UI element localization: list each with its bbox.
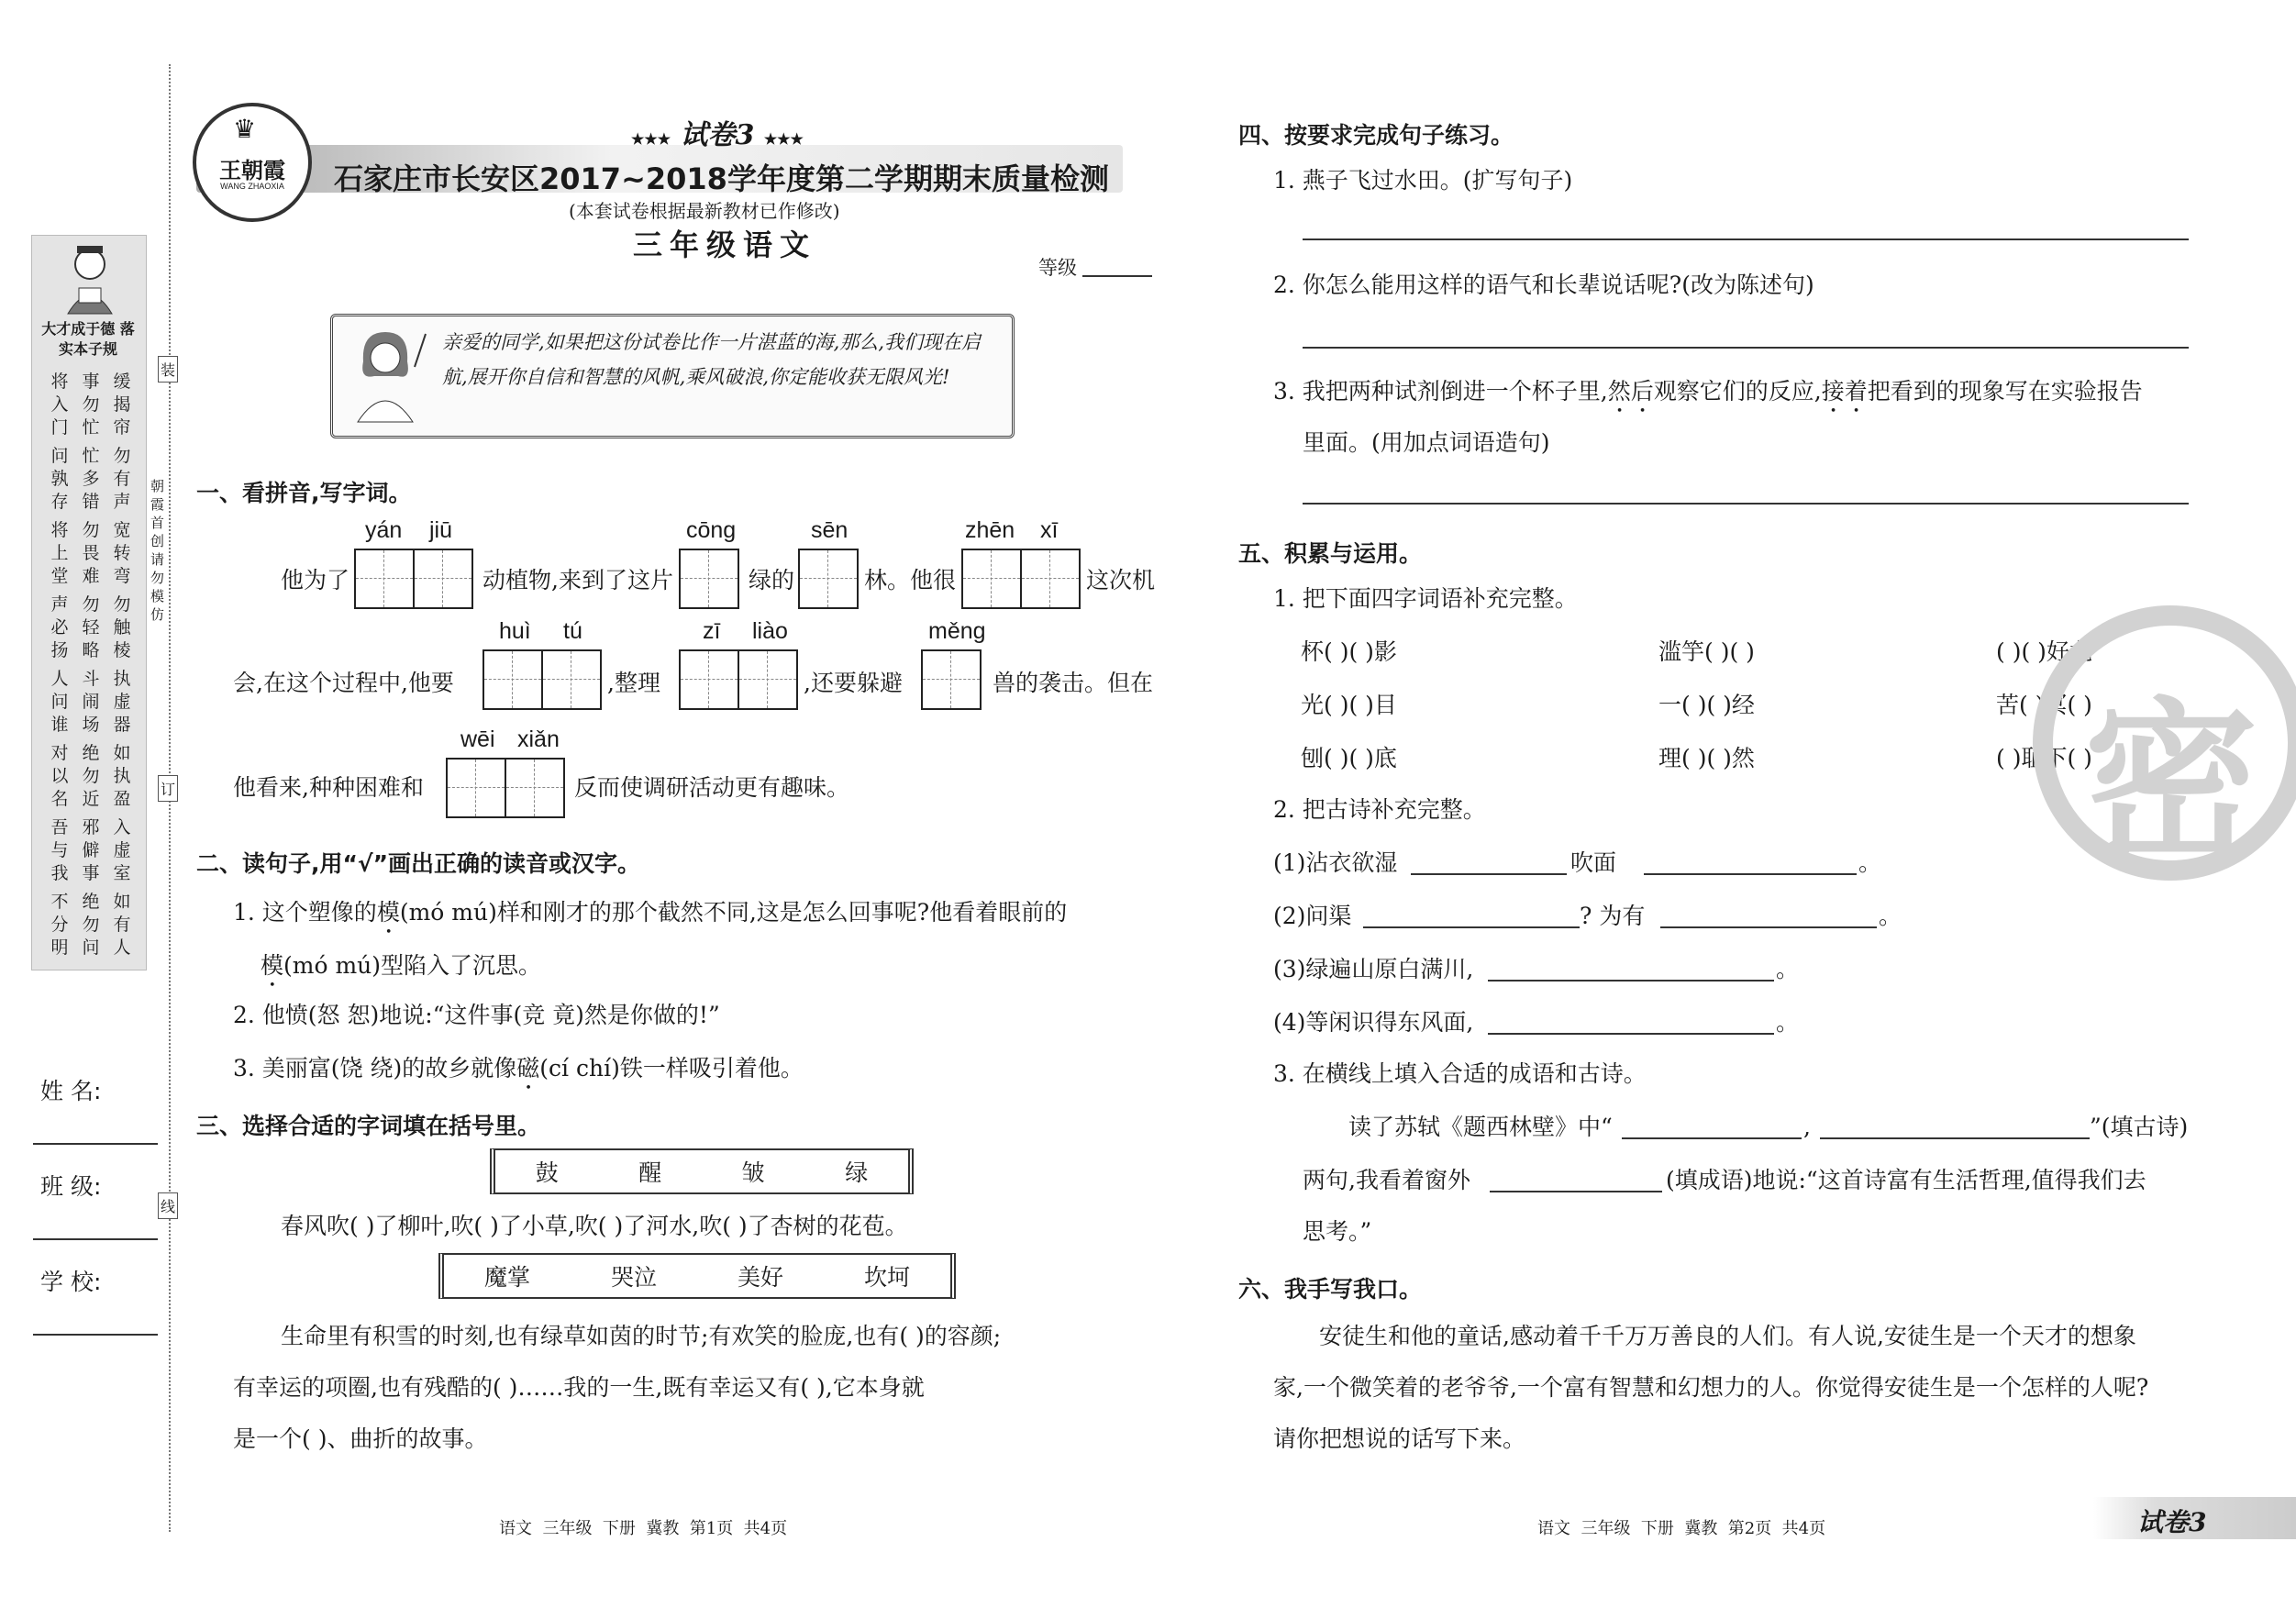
- pinyin-yan: yán: [365, 517, 403, 543]
- s2-q3-a: 3. 美丽富(饶 绕)的故乡就像: [233, 1055, 517, 1081]
- school-label: 学 校:: [40, 1269, 102, 1295]
- pinyin-meng: měng: [928, 618, 986, 644]
- word-lv: 绿: [845, 1159, 869, 1186]
- char-box-meng[interactable]: [921, 649, 982, 710]
- word-mozhang: 魔掌: [483, 1264, 530, 1291]
- poem-2b: ? 为有: [1580, 903, 1646, 929]
- s2-q1b-rest: (mó mú)型陷入了沉思。: [283, 952, 542, 979]
- exam-note: (本套试卷根据最新教材已作修改): [569, 200, 840, 222]
- s4-q3-b: 观察它们的反应,: [1653, 378, 1822, 405]
- s5-q3-a: 读了苏轼《题西林壁》中“: [1348, 1114, 1613, 1140]
- rule-phrase: 勿 畏 难: [82, 520, 100, 586]
- rule-phrase: 问 孰 存: [50, 446, 69, 512]
- s1-text-8: ,还要躲避: [804, 670, 903, 696]
- rule-phrase: 对 以 名: [50, 743, 69, 809]
- word-bank-2: [438, 1253, 956, 1299]
- rule-phrase: 缓 揭 帘: [113, 372, 131, 438]
- char-box-sen[interactable]: [798, 549, 859, 609]
- series-text: 试卷3: [680, 119, 755, 151]
- s2-q1-a: 1. 这个塑像的: [233, 899, 377, 926]
- s5-q3: 3. 在横线上填入合适的成语和古诗。: [1273, 1060, 1647, 1087]
- section3-title: 三、选择合适的字词填在括号里。: [196, 1113, 541, 1139]
- s5-q3-blank3[interactable]: [1490, 1191, 1662, 1192]
- section2-title: 二、读句子,用“√”画出正确的读音或汉字。: [196, 850, 641, 877]
- poem-3-end: 。: [1776, 956, 1800, 982]
- rule-phrase: 斗 闹 场: [82, 669, 100, 735]
- rule-phrase: 声 必 扬: [50, 594, 69, 660]
- s5-q3-b: 两句,我看着窗外: [1303, 1167, 1470, 1193]
- idiom-r1c3[interactable]: ( )( )好龙: [1996, 638, 2092, 665]
- s4-q1: 1. 燕子飞过水田。(扩写句子): [1273, 167, 1573, 194]
- s6-p3: 请你把想说的话写下来。: [1273, 1425, 1526, 1452]
- logo-text: 王朝霞: [219, 157, 285, 183]
- logo-subtext: WANG ZHAOXIA: [220, 182, 284, 191]
- s1-text-3: 绿的: [749, 567, 795, 593]
- char-box-huitu[interactable]: [482, 649, 602, 710]
- subject-title: 三年级语文: [633, 227, 817, 262]
- rule-phrase: 如 有 人: [113, 892, 131, 958]
- s5-q3-a-end: ”(填古诗): [2090, 1114, 2189, 1140]
- s1-text-7: ,整理: [607, 670, 660, 696]
- motto-text: 大才成于德 落实本子规: [41, 320, 135, 358]
- poem-3-blank[interactable]: [1488, 980, 1774, 981]
- footer-right: 语文 三年级 下册 冀教 第2页 共4页: [1537, 1519, 1826, 1538]
- rule-phrase: 邪 僻 事: [82, 817, 100, 883]
- rule-phrase: 执 虚 器: [113, 669, 131, 735]
- school-field[interactable]: [33, 1334, 158, 1336]
- poem-1a: (1)沾衣欲湿: [1273, 849, 1398, 876]
- intro-text: 亲爱的同学,如果把这份试卷比作一片湛蓝的海,那么,我们现在启航,展开你自信和智慧的风帆,乘风破浪,你定能收获无限风光!: [442, 331, 982, 388]
- s5-q3-c: 思考。”: [1303, 1218, 1372, 1245]
- rule-row: [50, 742, 132, 811]
- idiom-r2c2[interactable]: 一( )( )经: [1658, 692, 1755, 718]
- star-icons: ★★★: [631, 130, 671, 148]
- section6-title: 六、我手写我口。: [1238, 1276, 1423, 1303]
- s2-q1-line1: [233, 899, 1067, 939]
- rule-row: [50, 593, 132, 662]
- word-kanke: 坎坷: [863, 1264, 910, 1291]
- s2-q3-b: (cí chí)铁一样吸引着他。: [539, 1055, 804, 1081]
- word-zhou: 皱: [741, 1159, 765, 1186]
- s1-text-11: 反而使调研活动更有趣味。: [574, 774, 850, 801]
- exam-title: 石家庄市长安区2017~2018学年度第二学期期末质量检测: [334, 161, 1109, 196]
- logo-crown-icon: ♛: [233, 114, 257, 144]
- poem-1b: 吹面: [1570, 849, 1617, 876]
- pinyin-wei-xian: wēi: [460, 726, 495, 752]
- s4-q3-dot2: 接着: [1821, 378, 1868, 405]
- s1-text-5: 这次机: [1086, 567, 1156, 593]
- poem-2a: (2)问渠: [1273, 903, 1352, 929]
- idiom-r1c2[interactable]: 滥竽( )( ): [1658, 638, 1755, 665]
- char-box-yanjiu[interactable]: [354, 549, 473, 609]
- pinyin-xian: xiǎn: [517, 726, 560, 752]
- s4-q3-line2: 里面。(用加点词语造句): [1303, 429, 1550, 456]
- word-meihao: 美好: [737, 1264, 783, 1291]
- s4-q3-answer-line[interactable]: [1303, 503, 2189, 505]
- s2-q1-rest: (mó mú)样和刚才的那个截然不同,这是怎么回事呢?他看着眼前的: [399, 899, 1068, 926]
- s2-q1b-char: 模: [261, 952, 284, 979]
- pinyin-liao: liào: [752, 618, 788, 644]
- s5-q3-blank1[interactable]: [1622, 1137, 1802, 1139]
- idiom-r3c3[interactable]: ( )耻下( ): [1996, 745, 2092, 771]
- s4-q3-line1: [1273, 378, 2143, 418]
- poem-4: (4)等闲识得东风面,: [1273, 1009, 1474, 1036]
- grade-field[interactable]: [1082, 275, 1152, 277]
- word-kuqi: 哭泣: [610, 1264, 657, 1291]
- idiom-r3c2[interactable]: 理( )( )然: [1658, 745, 1755, 771]
- stamp-char: 密: [2084, 682, 2259, 885]
- s2-q1-char: 模: [376, 899, 400, 926]
- pinyin-zi: zī: [703, 618, 721, 644]
- rule-phrase: 将 上 堂: [50, 520, 69, 586]
- rule-phrase: 勿 触 棱: [113, 594, 131, 660]
- rule-phrase: 吾 与 我: [50, 817, 69, 883]
- s4-q2-answer-line[interactable]: [1303, 347, 2189, 349]
- idiom-r2c1[interactable]: 光( )( )目: [1301, 692, 1397, 718]
- grade-label: 等级: [1038, 257, 1077, 279]
- brand-note: 朝霞首创 请勿模仿: [150, 478, 165, 623]
- s2-q3-char: 磁: [516, 1055, 540, 1081]
- pinyin-jiu: jiū: [429, 517, 453, 543]
- rule-phrase: 宽 转 弯: [113, 520, 131, 586]
- rule-phrase: 勿 有 声: [113, 446, 131, 512]
- poem-2a-blank[interactable]: [1363, 926, 1580, 928]
- s1-text-9: 兽的袭击。但在: [993, 670, 1154, 696]
- s2-q2: 2. 他愤(怒 恕)地说:“这件事(竞 竟)然是你做的!”: [233, 1002, 720, 1028]
- rule-row: [50, 445, 132, 514]
- s4-q1-answer-line[interactable]: [1303, 238, 2189, 240]
- word-gu: 鼓: [535, 1159, 559, 1186]
- poem-1a-blank[interactable]: [1411, 873, 1567, 875]
- idiom-r1c1[interactable]: 杯( )( )影: [1301, 638, 1397, 665]
- confidential-stamp: [2033, 605, 2296, 885]
- char-box-ziliao[interactable]: [679, 649, 798, 710]
- pinyin-sen: sēn: [811, 517, 849, 543]
- s5-q3-b-end: (填成语)地说:“这首诗富有生活哲理,值得我们去: [1666, 1167, 2146, 1193]
- poem-4-blank[interactable]: [1488, 1033, 1774, 1035]
- exam-series-label: [631, 112, 804, 152]
- s3-para-line1: 生命里有积雪的时刻,也有绿草如茵的时节;有欢笑的脸庞,也有( )的容颜;: [281, 1323, 1002, 1349]
- rule-phrase: 绝 勿 问: [82, 892, 100, 958]
- rule-phrase: 不 分 明: [50, 892, 69, 958]
- s5-q3-comma: ,: [1803, 1114, 1811, 1140]
- footer-left: 语文 三年级 下册 冀教 第1页 共4页: [499, 1519, 788, 1538]
- section5-title: 五、积累与运用。: [1238, 540, 1423, 567]
- poem-1b-blank[interactable]: [1644, 873, 1857, 875]
- s3-para-line3: 是一个( )、曲折的故事。: [233, 1425, 488, 1452]
- pinyin-zhen: zhēn: [965, 517, 1015, 543]
- name-field[interactable]: [33, 1143, 158, 1145]
- s1-text-2: 动植物,来到了这片: [482, 567, 673, 593]
- rule-phrase: 如 执 盈: [113, 743, 131, 809]
- word-bank-1: [490, 1148, 914, 1194]
- s1-text-1: 他为了: [281, 567, 350, 593]
- s4-q3-a: 3. 我把两种试剂倒进一个杯子里,: [1273, 378, 1608, 405]
- rule-phrase: 入 虚 室: [113, 817, 131, 883]
- char-box-weixian[interactable]: [446, 758, 565, 818]
- poem-2b-blank[interactable]: [1660, 926, 1877, 928]
- rule-row: [50, 519, 132, 588]
- rule-phrase: 勿 轻 略: [82, 594, 100, 660]
- idiom-r3c1[interactable]: 刨( )( )底: [1301, 745, 1397, 771]
- rule-row: [50, 668, 132, 737]
- rule-phrase: 忙 多 错: [82, 446, 100, 512]
- s3-para-line2: 有幸运的项圈,也有残酷的( )……我的一生,既有幸运又有( ),它本身就: [233, 1374, 925, 1401]
- pinyin-cong: cōng: [686, 517, 737, 543]
- pinyin-hui: huì: [499, 618, 531, 644]
- publisher-logo: [193, 103, 312, 222]
- char-box-cong[interactable]: [679, 549, 739, 609]
- poem-4-end: 。: [1776, 1009, 1800, 1036]
- poem-2-end: 。: [1879, 903, 1902, 929]
- margin-word-ding: 订: [158, 775, 178, 802]
- conduct-rules: [50, 371, 132, 965]
- poem-3: (3)绿遍山原白满川,: [1273, 956, 1474, 982]
- s6-p2: 家,一个微笑着的老爷爷,一个富有智慧和幻想力的人。你觉得安徒生是一个怎样的人呢?: [1273, 1374, 2149, 1401]
- s5-q2: 2. 把古诗补充完整。: [1273, 796, 1486, 823]
- s1-text-4: 林。他很: [864, 567, 957, 593]
- class-field[interactable]: [33, 1238, 158, 1240]
- s1-text-6: 会,在这个过程中,他要: [233, 670, 454, 696]
- s4-q2: 2. 你怎么能用这样的语气和长辈说话呢?(改为陈述句): [1273, 272, 1814, 298]
- teacher-illustration: [343, 325, 431, 424]
- star-icons: ★★★: [763, 130, 804, 148]
- rule-row: [50, 371, 132, 439]
- s4-q3-c: 把看到的现象写在实验报告: [1867, 378, 2143, 405]
- section1-title: 一、看拼音,写字词。: [196, 480, 412, 506]
- pinyin-tu: tú: [563, 618, 582, 644]
- rule-phrase: 将 入 门: [50, 372, 69, 438]
- rule-row: [50, 891, 132, 959]
- class-label: 班 级:: [40, 1173, 102, 1200]
- margin-word-xian: 线: [158, 1192, 178, 1219]
- word-xing: 醒: [638, 1159, 662, 1186]
- s5-q1: 1. 把下面四字词语补充完整。: [1273, 585, 1578, 612]
- s2-q3: [233, 1055, 804, 1095]
- corner-label: 试卷3: [2137, 1507, 2207, 1537]
- rule-row: [50, 816, 132, 885]
- section4-title: 四、按要求完成句子练习。: [1238, 122, 1514, 149]
- s6-p1: 安徒生和他的童话,感动着千千万万善良的人们。有人说,安徒生是一个天才的想象: [1319, 1323, 2136, 1349]
- rule-phrase: 人 问 谁: [50, 669, 69, 735]
- char-box-zhenxi[interactable]: [961, 549, 1081, 609]
- rule-phrase: 事 勿 忙: [82, 372, 100, 438]
- s5-q3-blank2[interactable]: [1820, 1137, 2090, 1139]
- margin-word-zhuang: 装: [158, 356, 178, 383]
- scholar-illustration: [51, 240, 128, 316]
- poem-1-end: 。: [1858, 849, 1882, 876]
- rule-phrase: 绝 勿 近: [82, 743, 100, 809]
- s4-q3-dot1: 然后: [1607, 378, 1654, 405]
- idiom-r2c3[interactable]: 苦( )冥( ): [1996, 692, 2092, 718]
- name-label: 姓 名:: [40, 1078, 102, 1104]
- pinyin-xi: xī: [1040, 517, 1059, 543]
- s1-text-10: 他看来,种种困难和: [233, 774, 424, 801]
- s2-q1-line2: [261, 952, 541, 993]
- s3-sentence-1: 春风吹( )了柳叶,吹( )了小草,吹( )了河水,吹( )了杏树的花苞。: [281, 1213, 908, 1239]
